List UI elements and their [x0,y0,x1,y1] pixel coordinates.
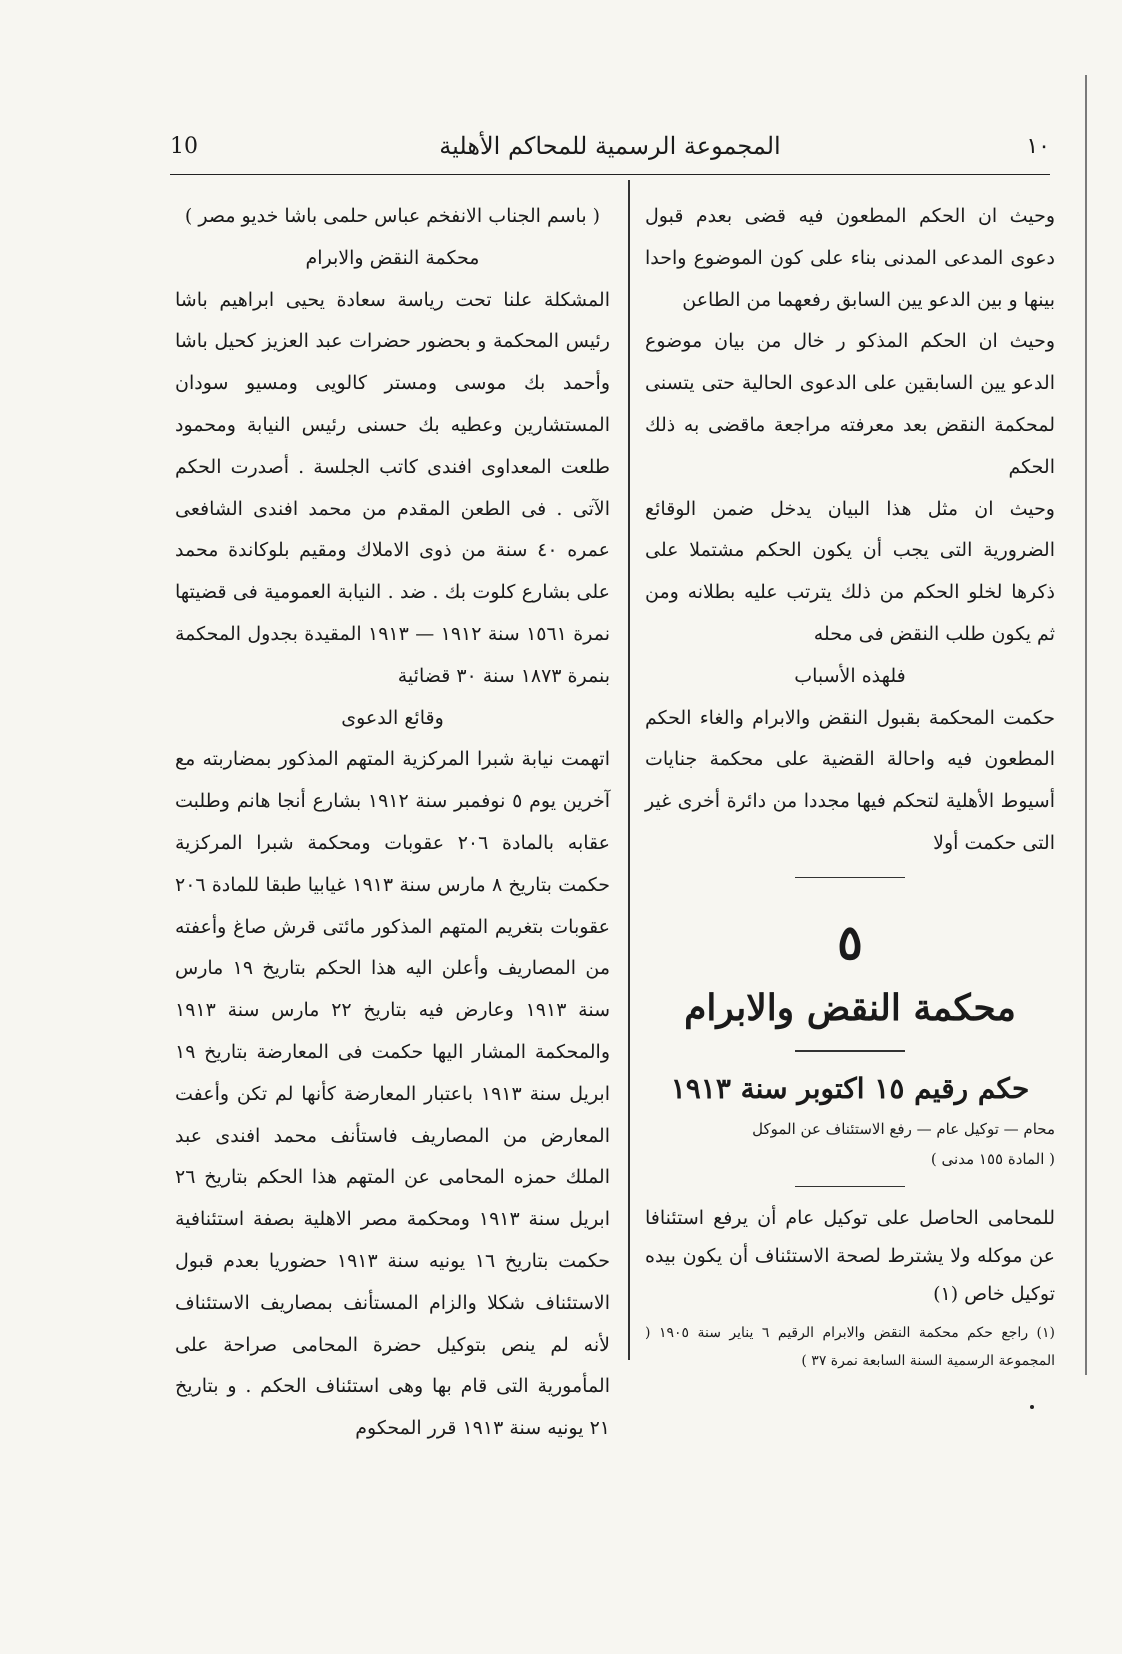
reasons-heading: فلهذه الأسباب [794,664,906,687]
paragraph-2: وحيث ان الحكم المذكو ر خال من بيان موضوع الدعو يين السابقين على الدعوى الحالية حتى يتسنى لمحكمة النقض بعد معرفته مراجعة ماقضى به ذلك الحكم [645,330,1055,478]
page-number-latin: 10 [170,134,198,159]
facts-text: اتهمت نيابة شبرا المركزية المتهم المذكور بمضاربته مع آخرين يوم ٥ نوفمبر سنة ١٩١٢ بشارع أنجا هانم وطلبت عقابه بالمادة ٢٠٦ عقوبات ومحكمة شبرا المركزية حكمت بتاريخ ٨ مارس سنة ١٩١٣ غيابيا طبقا للمادة ٢٠٦ عقوبات بتغريم المتهم المذكور مائتى قرش صاغ وأعفته من المصاريف وأعلن اليه هذا الحكم بتاريخ ١٩ مارس سنة ١٩١٣ وعارض فيه بتاريخ ٢٢ مارس سنة ١٩١٣ والمحكمة المشار اليها حكمت فى المعارضة بتاريخ ١٩ ابريل سنة ١٩١٣ باعتبار المعارضة كأنها لم تكن وأعفت المعارض من المصاريف فاستأنف محمد افندى عبد الملك حمزه المحامى عن المتهم هذا الحكم بتاريخ ٢٦ ابريل سنة ١٩١٣ ومحكمة مصر الاهلية بصفة استئنافية حكمت بتاريخ ١٦ يونيه سنة ١٩١٣ حضوريا بعدم قبول الاستئناف شكلا والزام المستأنف بمصاريف الاستئناف لأنه لم ينص بتوكيل حضرة المحامى صراحة على المأمورية التى قام بها وهى استئناف الحكم . و بتاريخ ٢١ يونيه سنة ١٩١٣ قرر المحكوم [175,748,611,1440]
composition-text: المشكلة علنا تحت رياسة سعادة يحيى ابراهيم باشا رئيس المحكمة و بحضور حضرات عبد العزيز كحيل باشا وأحمد بك موسى ومستر كالويى ومسيو سودان المستشارين وعطيه بك حسنى رئيس النيابة ومحمود طلعت المعداوى افندى كاتب الجلسة . أصدرت الحكم الآتى . فى الطعن المقدم من محمد افندى الشافعى عمره ٤٠ سنة من ذوى الاملاك ومقيم بلوكاندة محمد على بشارع كلوت بك . ضد . النيابة العمومية فى قضيتها نمرة ١٥٦١ سنة ١٩١٢ — ١٩١٣ المقيدة بجدول المحكمة بنمرة ١٨٧٣ سنة ٣٠ قضائية [175,288,610,687]
court-title: محكمة النقض والابرام [684,987,1016,1030]
paragraph-1: وحيث ان الحكم المطعون فيه قضى بعدم قبول دعوى المدعى المدنى بناء على كون الموضوع واحدا بينها و بين الدعو يين السابق رفعهما من الطاعن [645,205,1055,311]
page-number-arabic: ١٠ [1026,134,1050,159]
summary-rule [795,1186,905,1188]
keywords: محام — توكيل عام — رفع الاستئناف عن الموكل [752,1119,1055,1138]
right-column [645,196,1055,1375]
facts-heading: وقائع الدعوى [341,706,444,729]
page-header [170,130,1050,175]
footnote: (١) راجع حكم محكمة النقض والابرام الرقيم ٦ يناير سنة ١٩٠٥ ( المجموعة الرسمية السنة السابعة نمرة ٣٧ ) [645,1325,1056,1370]
case-number: ٥ [837,915,863,972]
left-column [175,196,610,1450]
column-divider [628,180,630,1360]
article-reference: ( المادة ١٥٥ مدنى ) [930,1149,1055,1168]
page-edge-line [1085,75,1087,1375]
court-heading: محكمة النقض والابرام [305,246,480,269]
running-title: المجموعة الرسمية للمحاكم الأهلية [439,132,781,160]
paragraph-3: وحيث ان مثل هذا البيان يدخل ضمن الوقائع الضرورية التى يجب أن يكون الحكم مشتملا على ذكرها لخلو الحكم من ذلك يترتب عليه بطلانه ومن ثم يكون طلب النقض فى محله [645,497,1055,645]
invocation: ( باسم الجناب الانفخم عباس حلمى باشا خديو مصر ) [184,205,601,227]
ink-dot [1030,1405,1034,1409]
section-rule [795,877,905,879]
title-rule [795,1050,905,1052]
judgment-date: حكم رقيم ١٥ اكتوبر سنة ١٩١٣ [670,1071,1030,1105]
ruling-text: حكمت المحكمة بقبول النقض والابرام والغاء الحكم المطعون فيه واحالة القضية على محكمة جنايات أسيوط الأهلية لتحكم فيها مجددا من دائرة أخرى غير التى حكمت أولا [645,706,1055,854]
summary-text: للمحامى الحاصل على توكيل عام أن يرفع استئنافا عن موكله ولا يشترط لصحة الاستئناف أن يكون بيده توكيل خاص (١) [645,1207,1055,1306]
